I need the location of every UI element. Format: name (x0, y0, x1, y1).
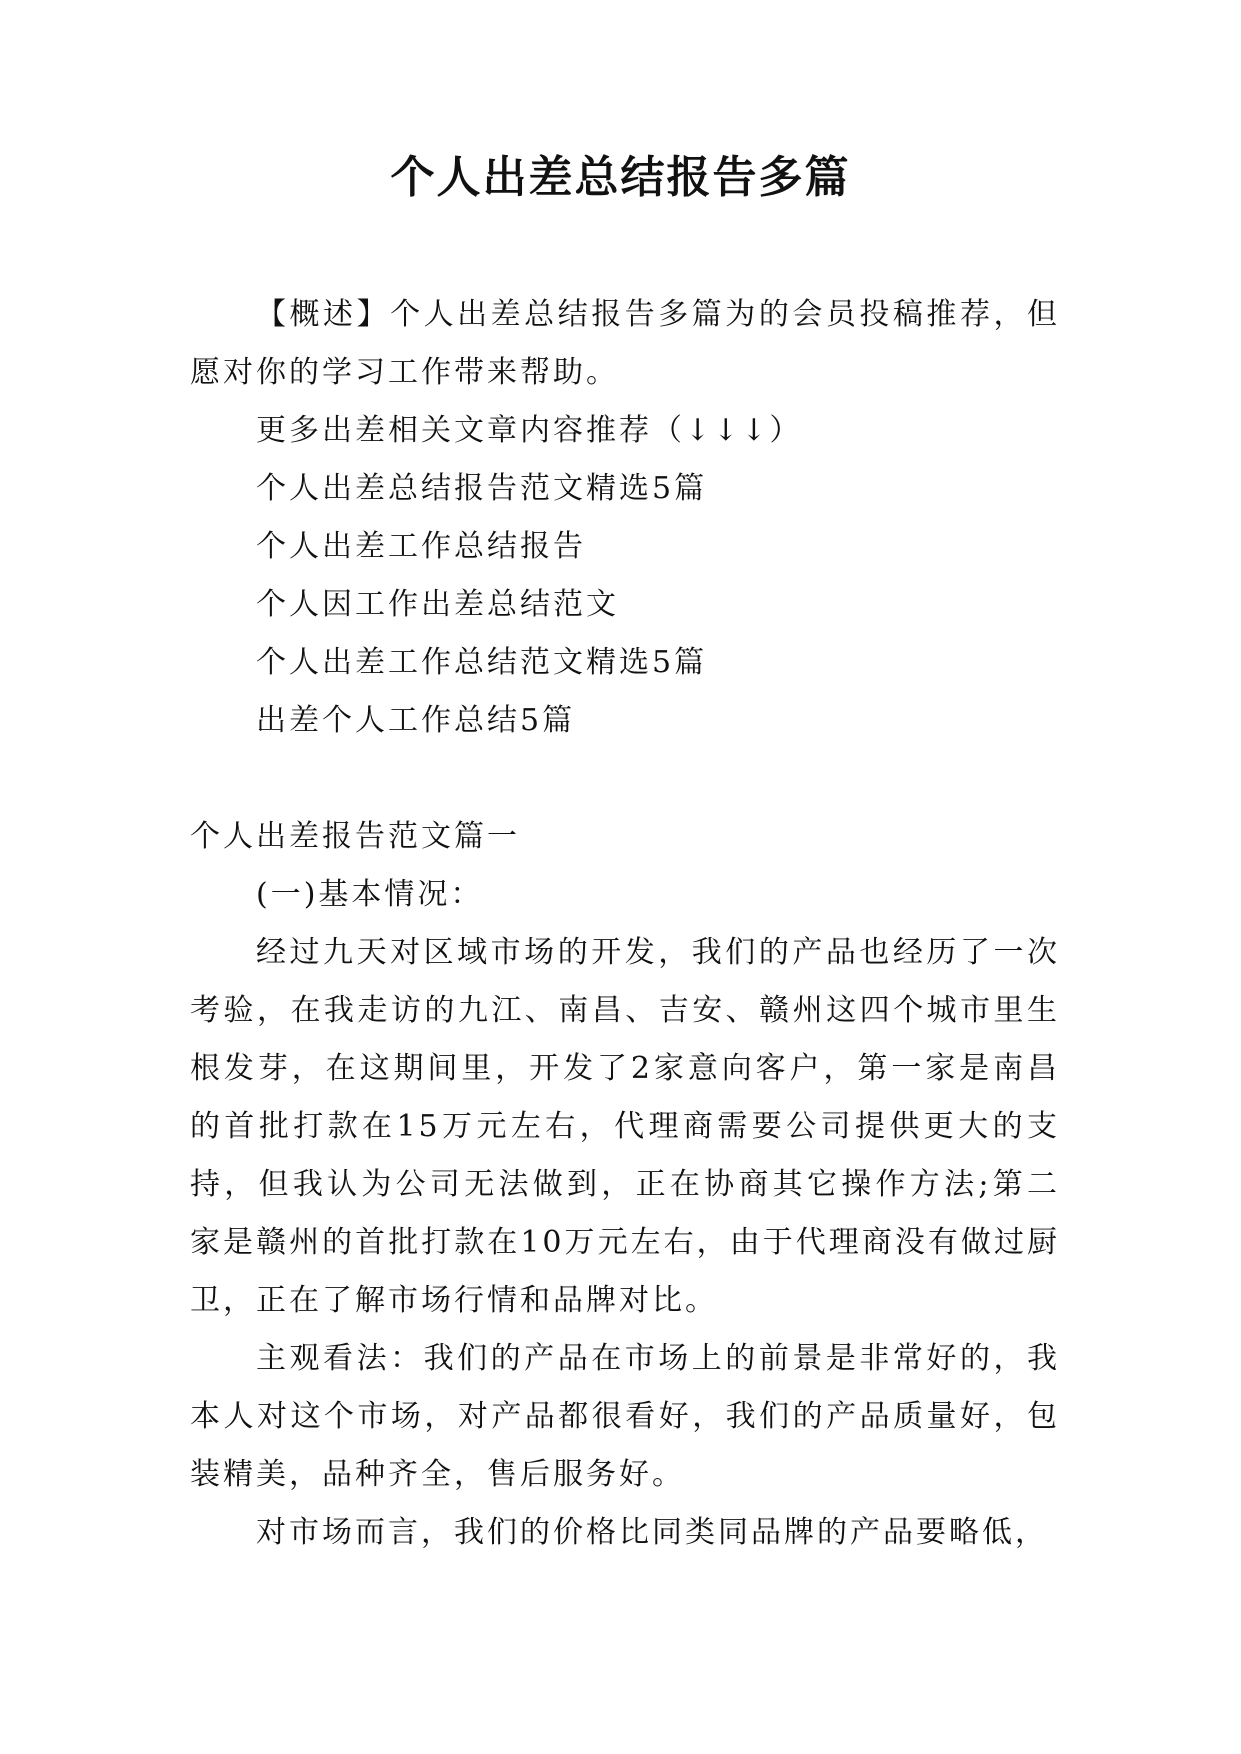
related-link[interactable]: 个人因工作出差总结范文 (256, 587, 619, 622)
section-title: 个人出差报告范文篇一 (190, 819, 520, 854)
subsection-title: (一)基本情况： (256, 877, 484, 912)
body-paragraph: 主观看法：我们的产品在市场上的前景是非常好的，我本人对这个市场，对产品都很看好，我们的产品质量好，包装精美，品种齐全，售后服务好。 (190, 1341, 1060, 1492)
body-paragraph: 经过九天对区域市场的开发，我们的产品也经历了一次考验，在我走访的九江、南昌、吉安、赣州这四个城市里生根发芽，在这期间里，开发了2家意向客户，第一家是南昌的首批打款在15万元左右，代理商需要公司提供更大的支持，但我认为公司无法做到，正在协商其它操作方法;第二家是赣州的首批打款在10万元左右，由于代理商没有做过厨卫，正在了解市场行情和品牌对比。 (190, 935, 1060, 1318)
document-body (190, 286, 1060, 1562)
related-link[interactable]: 个人出差工作总结报告 (256, 529, 586, 564)
spacer (190, 750, 1060, 808)
related-link[interactable]: 个人出差工作总结范文精选5篇 (256, 645, 708, 680)
related-link[interactable]: 个人出差总结报告范文精选5篇 (256, 471, 708, 506)
document-title: 个人出差总结报告多篇 (390, 152, 851, 203)
summary-paragraph: 【概述】个人出差总结报告多篇为的会员投稿推荐，但愿对你的学习工作带来帮助。 (190, 297, 1060, 390)
body-paragraph: 对市场而言，我们的价格比同类同品牌的产品要略低， (256, 1515, 1048, 1550)
related-link[interactable]: 出差个人工作总结5篇 (256, 703, 576, 738)
related-intro: 更多出差相关文章内容推荐（↓↓↓） (256, 413, 803, 448)
